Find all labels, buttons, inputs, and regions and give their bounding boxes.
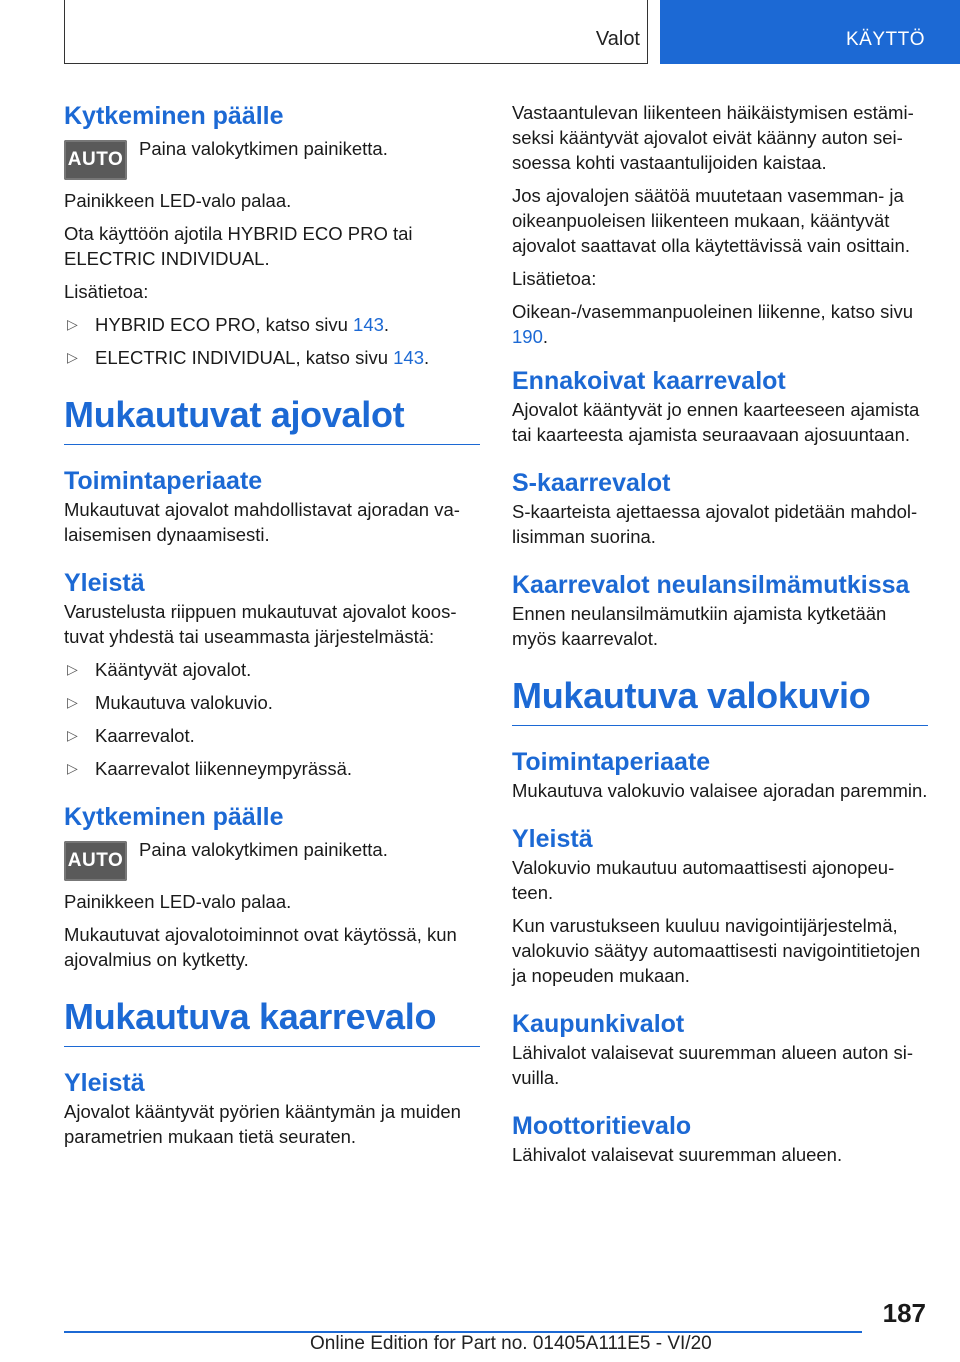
triangle-bullet-icon: ▷ (67, 661, 78, 677)
right-column (512, 100, 928, 1167)
hairpin-text: Ennen neulansilmämutkiin ajamista kytketään myös kaarrevalot. (512, 603, 887, 649)
list-item: ▷ Mukautuva valokuvio. (64, 690, 480, 715)
heading-predictive-curve: Ennakoivat kaarrevalot (512, 367, 786, 395)
more-info-label: Lisätietoa: (512, 268, 597, 289)
auto-button-icon: AUTO (64, 841, 127, 881)
triangle-bullet-icon: ▷ (67, 316, 78, 332)
general-text: Varustelusta riippuen mukautuvat ajovalot koostuvat yhdestä tai useammasta järjestelmästä: (64, 601, 457, 647)
triangle-bullet-icon: ▷ (67, 760, 78, 776)
page-number: 187 (882, 1298, 926, 1328)
footer-edition: Online Edition for Part no. 01405A111E5 - VI/20 (310, 1333, 712, 1354)
header-section-title: Valot (595, 28, 640, 50)
city-text: Lähivalot valaisevat suuremman alueen auton sivuilla. (512, 1042, 914, 1088)
mode-text: Ota käyttöön ajotila HYBRID ECO PRO tai ELECTRIC INDIVIDUAL. (64, 223, 413, 269)
list-item: ▷ ELECTRIC INDIVIDUAL, katso sivu 143. (64, 345, 480, 370)
heading-city-light: Kaupunkivalot (512, 1010, 685, 1038)
press-text-2: Paina valokytkimen painiketta. (139, 839, 388, 860)
triangle-bullet-icon: ▷ (67, 727, 78, 743)
motorway-text: Lähivalot valaisevat suuremman alueen. (512, 1144, 843, 1165)
list-item: ▷ Kaarrevalot. (64, 723, 480, 748)
list-item: ▷ Kääntyvät ajovalot. (64, 657, 480, 682)
s-curve-text: S-kaarteista ajettaessa ajovalot pidetään mahdollisimman suorina. (512, 501, 918, 547)
more-info-label: Lisätietoa: (64, 281, 149, 302)
glare-text: Vastaantulevan liikenteen häikäistymisen estämiseksi kääntyvät ajovalot eivät käänny auton seisoessa kohti vastaantulijoiden kaistaa. (512, 102, 914, 173)
auto-button-icon: AUTO (64, 140, 127, 180)
heading-general-2: Yleistä (64, 1069, 145, 1097)
systems-list (64, 657, 480, 781)
predict-text: Ajovalot kääntyvät jo ennen kaarteeseen ajamista tai kaarteesta ajamista seuraavaan ajosuuntaan. (512, 399, 920, 445)
auto-instruction (64, 136, 480, 180)
curve-text: Ajovalot kääntyvät pyörien kääntymän ja muiden parametrien mukaan tietä seuraten. (64, 1101, 461, 1147)
list-item: ▷ Kaarrevalot liikenneympyrässä. (64, 756, 480, 781)
header-chapter-tab (660, 0, 960, 64)
principle-text: Mukautuvat ajovalot mahdollistavat ajoradan valaisemisen dynaamisesti. (64, 499, 460, 545)
heading-adaptive-curve-light: Mukautuva kaarrevalo (64, 996, 480, 1047)
header-chapter-label: KÄYTTÖ (846, 29, 926, 50)
active-text: Mukautuvat ajovalotoiminnot ovat käytössä, kun ajovalmius on kytketty. (64, 924, 457, 970)
heading-general: Yleistä (64, 569, 145, 597)
principle-text-2: Mukautuva valokuvio valaisee ajoradan paremmin. (512, 780, 928, 801)
traffic-text: Oikean-/vasemmanpuoleinen liikenne, katso sivu 190. (512, 301, 914, 347)
mode-list (64, 312, 480, 370)
page-link[interactable]: 143 (353, 314, 384, 335)
led-text-2: Painikkeen LED-valo palaa. (64, 891, 292, 912)
left-column (64, 100, 480, 1149)
general-text-2: Valokuvio mukautuu automaattisesti ajonopeuteen. (512, 857, 895, 903)
heading-hairpin: Kaarrevalot neulansilmämutkissa (512, 571, 910, 599)
header-box (64, 0, 648, 64)
press-text: Paina valokytkimen painiketta. (139, 138, 388, 159)
nav-text: Kun varustukseen kuuluu navigointijärjestelmä, valokuvio säätyy automaattisesti navigointitietojen ja nopeuden mukaan. (512, 915, 921, 986)
list-item: ▷ HYBRID ECO PRO, katso sivu 143. (64, 312, 480, 337)
heading-adaptive-pattern: Mukautuva valokuvio (512, 675, 928, 726)
triangle-bullet-icon: ▷ (67, 694, 78, 710)
heading-switch-on-2: Kytkeminen päälle (64, 803, 284, 831)
heading-switch-on: Kytkeminen päälle (64, 102, 284, 130)
heading-motorway-light: Moottoritievalo (512, 1112, 692, 1140)
heading-general-3: Yleistä (512, 825, 593, 853)
led-text: Painikkeen LED-valo palaa. (64, 190, 292, 211)
auto-instruction-2 (64, 837, 480, 881)
adjust-text: Jos ajovalojen säätöä muutetaan vasemman- ja oikeanpuoleisen liikenteen mukaan, kääntyvät ajovalot saattavat olla käytettävissä vain osittain. (512, 185, 910, 256)
page-link[interactable]: 190 (512, 326, 543, 347)
heading-s-curve: S-kaarrevalot (512, 469, 671, 497)
heading-adaptive-headlights: Mukautuvat ajovalot (64, 394, 480, 445)
heading-principle-2: Toimintaperiaate (512, 748, 711, 776)
page-link[interactable]: 143 (393, 347, 425, 368)
heading-principle: Toimintaperiaate (64, 467, 263, 495)
triangle-bullet-icon: ▷ (67, 349, 78, 365)
